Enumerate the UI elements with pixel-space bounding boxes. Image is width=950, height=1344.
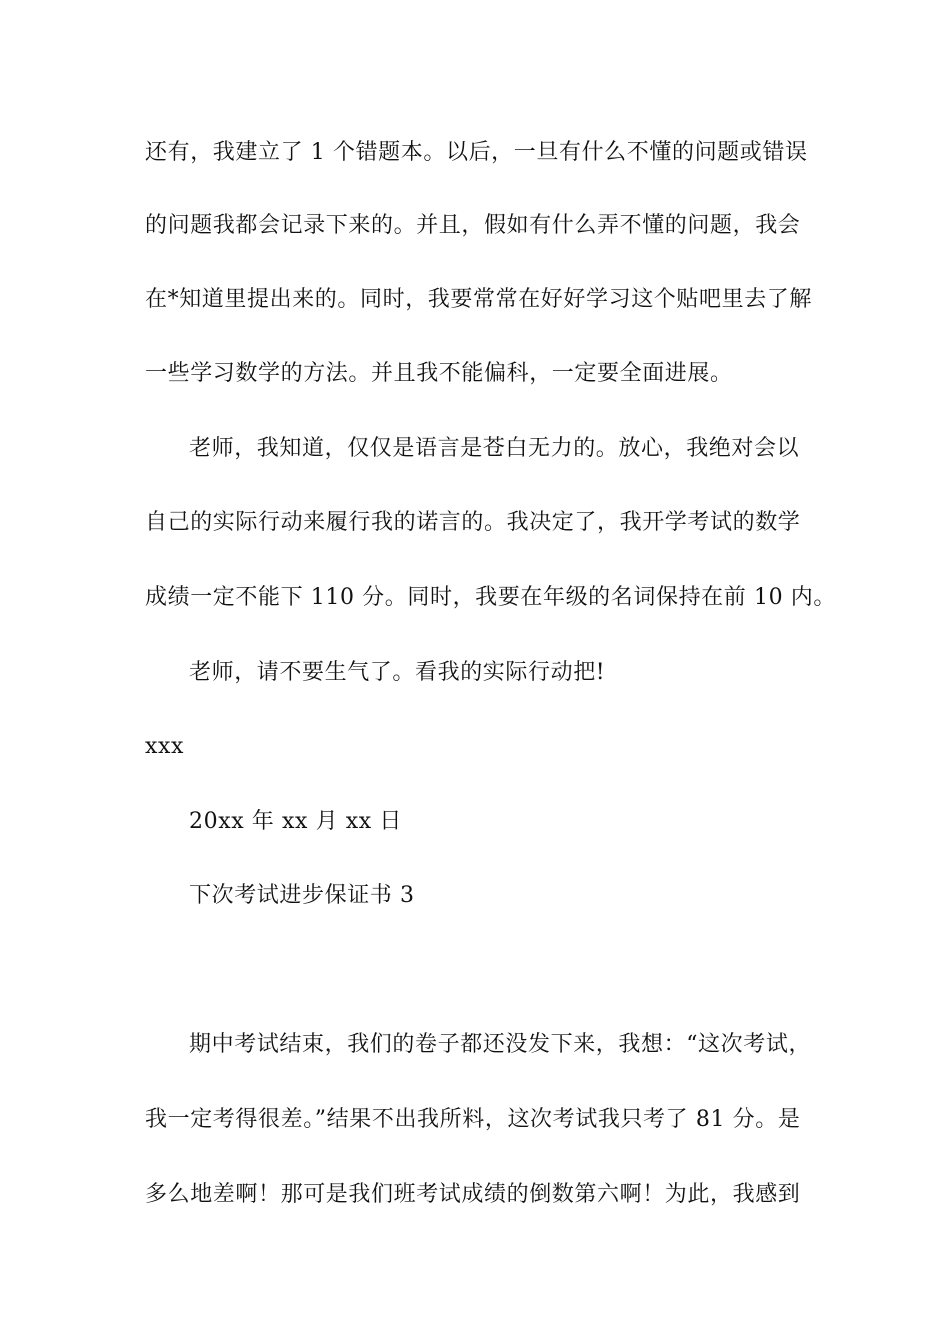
paragraph-line: 我一定考得很差。”结果不出我所料，这次考试我只考了 81 分。是 bbox=[145, 1107, 801, 1132]
paragraph-line: 多么地差啊！那可是我们班考试成绩的倒数第六啊！为此，我感到 bbox=[145, 1182, 801, 1207]
paragraph-line: 老师，请不要生气了。看我的实际行动把! bbox=[189, 660, 606, 685]
section-title: 下次考试进步保证书 3 bbox=[189, 883, 415, 908]
signature-name: xxx bbox=[145, 734, 185, 759]
signature-date: 20xx 年 xx 月 xx 日 bbox=[189, 809, 403, 834]
paragraph-line: 的问题我都会记录下来的。并且，假如有什么弄不懂的问题，我会 bbox=[145, 213, 801, 238]
paragraph-line: 在*知道里提出来的。同时，我要常常在好好学习这个贴吧里去了解 bbox=[145, 287, 813, 312]
paragraph-line: 老师，我知道，仅仅是语言是苍白无力的。放心，我绝对会以 bbox=[189, 436, 800, 461]
paragraph-line: 期中考试结束，我们的卷子都还没发下来，我想：“这次考试， bbox=[189, 1032, 812, 1057]
paragraph-line: 自己的实际行动来履行我的诺言的。我决定了，我开学考试的数学 bbox=[145, 510, 801, 535]
paragraph-line: 还有，我建立了 1 个错题本。以后，一旦有什么不懂的问题或错误 bbox=[145, 140, 808, 165]
paragraph-line: 一些学习数学的方法。并且我不能偏科，一定要全面进展。 bbox=[145, 361, 733, 386]
paragraph-line: 成绩一定不能下 110 分。同时，我要在年级的名词保持在前 10 内。 bbox=[145, 585, 836, 610]
